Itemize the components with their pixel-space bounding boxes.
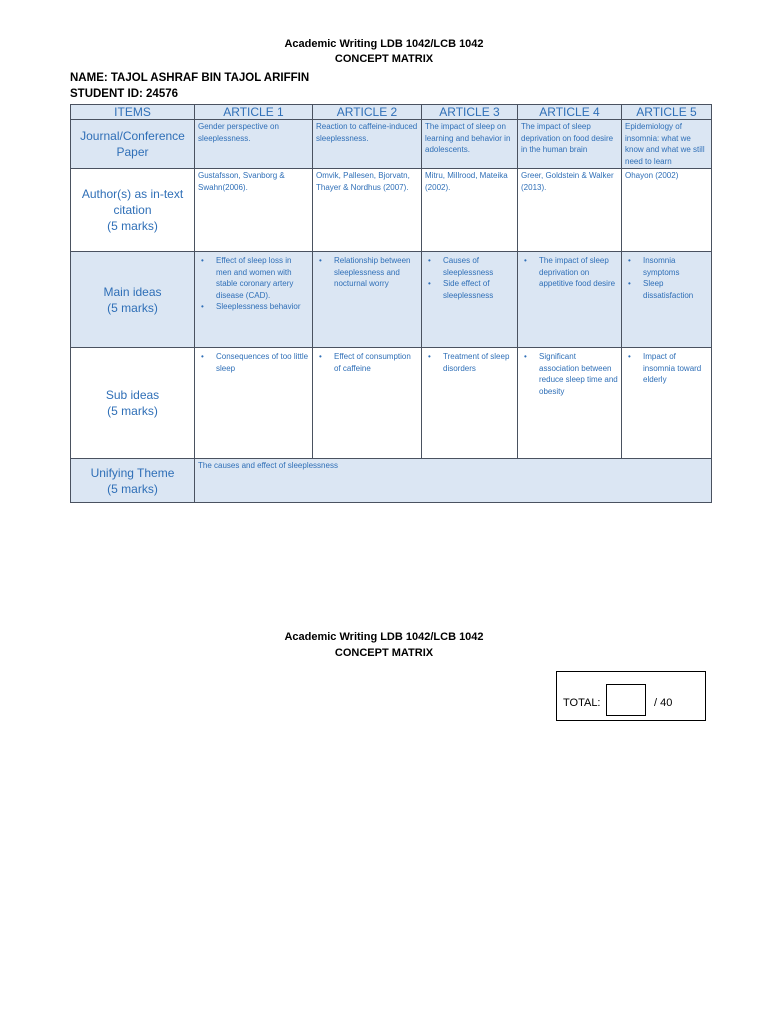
row-main-ideas [71,252,712,348]
header-items: ITEMS [71,105,195,120]
total-score-field[interactable] [606,684,646,716]
student-name: NAME: TAJOL ASHRAF BIN TAJOL ARIFFIN [70,72,310,84]
main-ideas-article-1 [195,252,313,348]
list-item: • Effect of sleep loss in men and women with stable coronary artery disease (CAD). [198,255,309,301]
list-item: • Causes of sleeplessness [425,255,514,278]
header-row [71,105,712,120]
row-journal [71,120,712,169]
authors-article-5: Ohayon (2002) [622,169,712,252]
header-article-1: ARTICLE 1 [195,105,313,120]
list-item: • Effect of consumption of caffeine [316,351,418,374]
journal-article-1: Gender perspective on sleeplessness. [195,120,313,169]
sub-ideas-article-2 [313,348,422,459]
list-item: • The impact of sleep deprivation on appetitive food desire [521,255,618,290]
row-label-unifying-theme: Unifying Theme (5 marks) [71,459,195,503]
sub-ideas-article-4 [518,348,622,459]
unifying-theme-text: The causes and effect of sleeplessness [195,459,712,503]
total-score-box [556,671,706,721]
list-item: • Relationship between sleeplessness and nocturnal worry [316,255,418,290]
row-label-sub-ideas: Sub ideas (5 marks) [71,348,195,459]
authors-article-2: Omvik, Pallesen, Bjorvatn, Thayer & Nordhus (2007). [313,169,422,252]
authors-article-4: Greer, Goldstein & Walker (2013). [518,169,622,252]
sub-ideas-article-3 [422,348,518,459]
concept-matrix-table [70,104,712,503]
header-article-2: ARTICLE 2 [313,105,422,120]
authors-article-1: Gustafsson, Svanborg & Swahn(2006). [195,169,313,252]
document-subtitle: CONCEPT MATRIX [334,53,434,65]
sub-ideas-article-5 [622,348,712,459]
total-max-score: / 40 [654,697,673,709]
row-unifying-theme [71,459,712,503]
header-article-3: ARTICLE 3 [422,105,518,120]
list-item: • Consequences of too little sleep [198,351,309,374]
row-authors [71,169,712,252]
row-label-journal: Journal/Conference Paper [71,120,195,169]
main-ideas-article-3 [422,252,518,348]
row-sub-ideas [71,348,712,459]
document-course-title: Academic Writing LDB 1042/LCB 1042 [284,38,484,50]
sub-ideas-article-1 [195,348,313,459]
row-label-main-ideas: Main ideas (5 marks) [71,252,195,348]
list-item: • Side effect of sleeplessness [425,278,514,301]
list-item: • Insomnia symptoms [625,255,708,278]
student-id: STUDENT ID: 24576 [70,88,179,100]
journal-article-4: The impact of sleep deprivation on food desire in the human brain [518,120,622,169]
journal-article-5: Epidemiology of insomnia: what we know and what we still need to learn [622,120,712,169]
main-ideas-article-5 [622,252,712,348]
list-item: • Impact of insomnia toward elderly [625,351,708,386]
journal-article-2: Reaction to caffeine-induced sleeplessness. [313,120,422,169]
list-item: • Treatment of sleep disorders [425,351,514,374]
row-label-authors: Author(s) as in-text citation (5 marks) [71,169,195,252]
list-item: • Sleep dissatisfaction [625,278,708,301]
list-item: • Significant association between reduce sleep time and obesity [521,351,618,397]
header-article-4: ARTICLE 4 [518,105,622,120]
footer-subtitle: CONCEPT MATRIX [334,647,434,659]
total-label: TOTAL: [563,697,601,709]
journal-article-3: The impact of sleep on learning and behavior in adolescents. [422,120,518,169]
footer-course-title: Academic Writing LDB 1042/LCB 1042 [284,631,484,643]
header-article-5: ARTICLE 5 [622,105,712,120]
list-item: • Sleeplessness behavior [198,301,309,313]
authors-article-3: Mitru, Millrood, Mateika (2002). [422,169,518,252]
main-ideas-article-2 [313,252,422,348]
main-ideas-article-4 [518,252,622,348]
